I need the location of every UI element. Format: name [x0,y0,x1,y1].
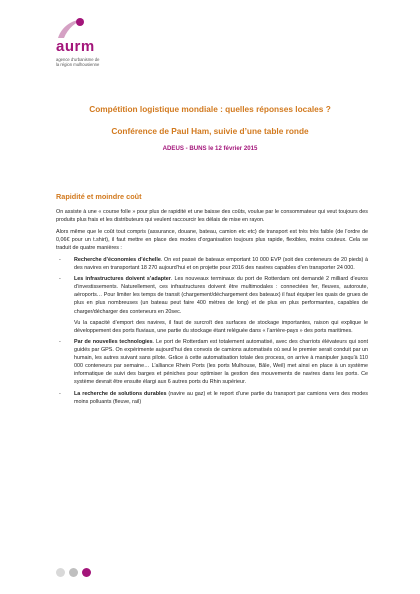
list-item [56,275,368,334]
bullet-dash: - [59,339,61,346]
paragraph-intro: On assiste à une « course folle » pour plus de rapidité et une baisse des coûts, voulue par le consommateur qui veut toujours des produits plus frais et les distributeurs qui veulent raccourcir les délais de mise en rayon. [56,209,368,224]
list-item [56,390,368,406]
list-item-body: . Le port de Rotterdam est totalement automatisé, avec des charriots élévateurs qui sont guidés par GPS. On expérimente aujourd’hui des convois de camions automatisés où seul le premier serait conduit par un humain, les autres suivant sans pilote. Grâce à cette automatisation totale des process, on arrive à manipuler jusqu’à 110 000 conteneurs par semaine… L’alliance Rhein Ports (les ports Mulhouse, Bâle, Weil) met ainsi en place à un système informatique de suivi des barges et péniches pour optimiser la gestion des mouvements de navires dans les ports. Ce système devrait être ensuite élargi aux 6 autres ports du Rhin supérieur. [74,339,368,386]
bullet-list [56,256,368,406]
event-date: ADEUS - BUNS le 12 février 2015 [162,145,258,152]
page-subtitle: Conférence de Paul Ham, suivie d’une table ronde [111,126,309,136]
list-item-text [74,275,368,315]
list-item [56,338,368,386]
list-item-text [74,256,368,272]
main-content [56,192,368,410]
logo-tagline: agence d'urbanisme de la région mulhousienne [56,57,100,68]
list-item-lead: Recherche d’économies d’échelle [74,256,161,263]
dot-2 [69,568,78,577]
list-item-extra: Vu la capacité d’emport des navires, il faut de surcroît des surfaces de stockage importantes, raison qui explique le développement des ports fluviaux, une partie du stockage étant reléguée dans « l’arrière-pays » des ports maritimes. [74,319,368,334]
bullet-dash: - [59,256,61,263]
title-block [40,104,380,153]
bullet-dash: - [59,390,61,397]
list-item-lead: Les infrastructures doivent s’adapter [74,276,171,283]
list-item-text [74,338,368,386]
list-item-lead: Par de nouvelles technologies [74,339,153,346]
dot-1 [56,568,65,577]
dot-3 [82,568,91,577]
list-item-body: . Les nouveaux terminaux du port de Rotterdam ont demandé 2 milliard d’euros d’investissements. Naturellement, ces infrastructures doivent être multimodales : connectées fer, fleuves, autoroute, aéroports… Pour limiter les temps de transit (chargement/déchargement des bateaux) il faut équiper les quais de grues de plus en plus nombreuses (un bateau peut faire 400 mètres de long) et de plus en plus performantes, capables de charger/décharger des conteneurs en 20sec. [74,276,368,315]
list-item [56,256,368,272]
list-item-lead: La recherche de solutions durables [74,390,167,397]
logo-swoosh-icon [56,16,86,40]
section-heading: Rapidité et moindre coût [56,192,142,201]
bullet-dash: - [59,276,61,283]
page-title: Compétition logistique mondiale : quelles réponses locales ? [89,104,331,114]
list-item-body: (navire au gaz) et le report d’une partie du transport par camions vers des modes moins polluants (fleuve, rail) [74,390,368,405]
list-item-text [74,390,368,406]
list-item-body: . On est passé de bateaux emportant 10 000 EVP (soit des conteneurs de 20 pieds) à des navires en transportant 18 270 aujourd’hui et on projette pour 2016 des navires capables d’en transporter 24 000. [74,256,368,271]
logo-wordmark: aurm [56,38,95,55]
paragraph-context: Alors même que le coût tout compris (assurance, douane, bateau, camion etc etc) de transport est très très faible (de l’ordre de 0,06€ pour un t.shirt), il faut mettre en place des modes d’organisation toujours plus rapide, flexibles, moins couteux. Cela se traduit de quatre manières : [56,228,368,251]
